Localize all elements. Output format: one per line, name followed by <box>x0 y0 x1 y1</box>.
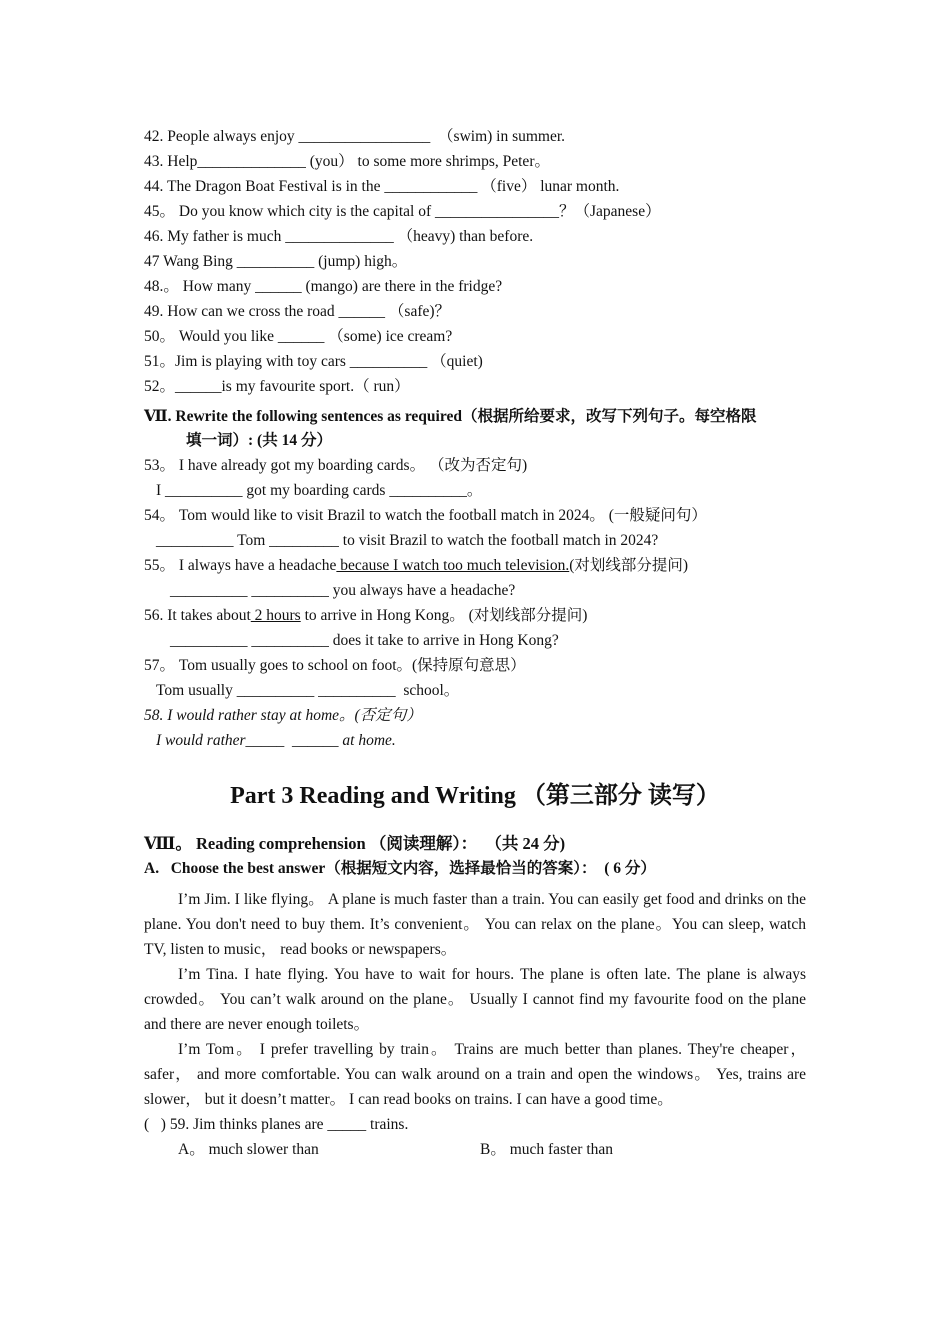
question-59-options <box>144 1137 806 1162</box>
answer-57: Tom usually __________ __________ school。 <box>156 682 460 699</box>
section-8-subheading: A. Choose the best answer（根据短文内容，选择最恰当的答案）： ( 6 分） <box>144 860 656 877</box>
question-42: 42. People always enjoy _________________ （swim) in summer. <box>144 128 566 145</box>
question-51: 51。Jim is playing with toy cars __________ （quiet) <box>144 353 483 370</box>
option-a: A。 much slower than <box>178 1141 319 1158</box>
answer-54: __________ Tom _________ to visit Brazil to watch the football match in 2024? <box>156 532 659 549</box>
worksheet-page <box>144 124 806 1162</box>
answer-56: __________ __________ does it take to arrive in Hong Kong? <box>170 632 559 649</box>
question-47: 47 Wang Bing __________ (jump) high。 <box>144 253 408 270</box>
section-7-heading <box>144 405 806 453</box>
question-43: 43. Help______________ (you） to some more shrimps, Peter。 <box>144 153 550 170</box>
answer-55: __________ __________ you always have a headache? <box>170 582 516 599</box>
q56-underlined: 2 hours <box>250 607 301 624</box>
section-7-heading-line2: 填一词）: (共 14 分） <box>186 432 332 449</box>
question-45: 45。 Do you know which city is the capital of ________________？（Japanese） <box>144 203 661 220</box>
answer-58: I would rather_____ ______ at home. <box>156 732 396 749</box>
question-55 <box>144 553 806 578</box>
question-49: 49. How can we cross the road ______ （safe)？ <box>144 303 451 320</box>
q55-instruction: (对划线部分提问) <box>569 557 689 574</box>
q56-instruction: to arrive in Hong Kong。 (对划线部分提问) <box>300 607 588 624</box>
q55-underlined: because I watch too much television. <box>336 557 570 574</box>
question-57: 57。 Tom usually goes to school on foot。(保持原句意思） <box>144 657 526 674</box>
passage-paragraph-tina: I’m Tina. I hate flying. You have to wait for hours. The plane is often late. The plane is always crowded。 You can’t walk around on the plane。 Usually I cannot find my favourite food on the plane and there are never enough toilets。 <box>144 966 806 1033</box>
question-46: 46. My father is much ______________ （heavy) than before. <box>144 228 534 245</box>
passage-paragraph-jim: I’m Jim. I like flying。 A plane is much faster than a train. You can easily get food and drinks on the plane. You don't need to buy them. It’s convenient。 You can relax on the plane。You can sleep, watch TV, listen to music， read books or newspapers。 <box>144 891 806 958</box>
passage-paragraph-tom: I’m Tom。 I prefer travelling by train。 Trains are much better than planes. They're cheaper， safer， and more comfortable. You can walk around on a train and open the windows。 Yes, trains are slower， but it doesn’t matter。 I can read books on trains. I can have a good time。 <box>144 1041 806 1108</box>
question-56 <box>144 603 806 628</box>
q56-text: 56. It takes about <box>144 607 251 624</box>
fill-in-list <box>144 124 806 399</box>
question-59: ( ) 59. Jim thinks planes are _____ trains. <box>144 1116 409 1133</box>
question-50: 50。 Would you like ______ （some) ice cream? <box>144 328 453 345</box>
question-54: 54。 Tom would like to visit Brazil to watch the football match in 2024。 (一般疑问句） <box>144 507 707 524</box>
answer-53: I __________ got my boarding cards __________。 <box>156 482 483 499</box>
section-7-heading-line1: Ⅶ. Rewrite the following sentences as required（根据所给要求，改写下列句子。每空格限 <box>144 408 757 425</box>
question-48: 48.。 How many ______ (mango) are there in the fridge? <box>144 278 503 295</box>
option-b: B。 much faster than <box>480 1141 614 1158</box>
part-3-title: Part 3 Reading and Writing （第三部分 读写） <box>230 783 720 809</box>
q55-text: 55。 I always have a headache <box>144 557 337 574</box>
question-52: 52。______is my favourite sport.（ run） <box>144 378 410 395</box>
question-58: 58. I would rather stay at home。(否定句） <box>144 707 422 724</box>
section-8-heading: Ⅷ。 Reading comprehension （阅读理解）： （共 24 分) <box>144 834 566 853</box>
question-53: 53。 I have already got my boarding cards。 （改为否定句) <box>144 457 528 474</box>
question-44: 44. The Dragon Boat Festival is in the ____________ （five） lunar month. <box>144 178 620 195</box>
